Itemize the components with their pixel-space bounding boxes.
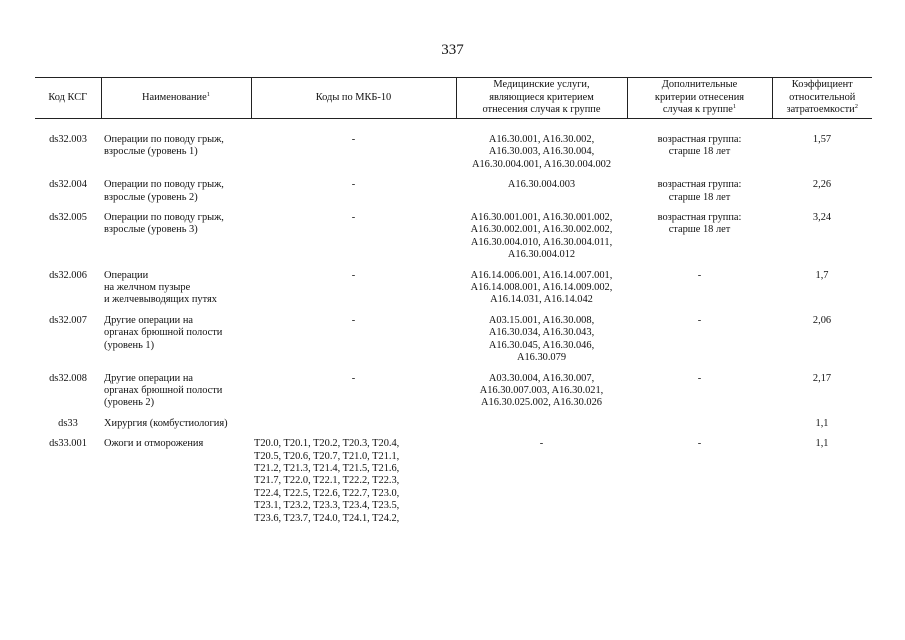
additional-criteria: - <box>697 314 702 326</box>
additional-criteria: возрастная группа: старше 18 лет <box>657 212 742 236</box>
cost-coefficient: 2,26 <box>812 179 832 191</box>
medical-services: A16.14.006.001, A16.14.007.001, A16.14.008.001, A16.14.009.002, A16.14.031, A16.14.042 <box>470 269 613 306</box>
ksg-name: Операции по поводу грыж, взрослые (уровень 1) <box>104 134 224 158</box>
cost-coefficient: 3,24 <box>812 212 832 224</box>
ksg-name: Другие операции на органах брюшной полости (уровень 2) <box>104 372 223 409</box>
additional-criteria: - <box>697 438 702 450</box>
ksg-name: Операции по поводу грыж, взрослые (уровень 2) <box>104 179 224 203</box>
ksg-name: Хирургия (комбустиология) <box>104 417 228 429</box>
footnote-mark: 1 <box>732 103 737 111</box>
mkb-codes: T20.0, T20.1, T20.2, T20.3, T20.4, T20.5, T20.6, T20.7, T21.0, T21.1, T21.2, T21.3, T21.4, T21.5, T21.6, T21.7, T22.0, T22.1, T22.2, T22.3, T22.4, T22.5, T22.6, T22.7, T23.0, T23.1, T23.2, T23.3, T23.4, T23.5, T23.6, T23.7, T24.0, T24.1, T24.2, <box>254 438 400 524</box>
footnote-mark: 1 <box>206 90 210 98</box>
ksg-name: Другие операции на органах брюшной полости (уровень 1) <box>104 314 223 351</box>
table-row <box>35 438 872 533</box>
medical-services: A03.15.001, A16.30.008, A16.30.034, A16.30.043, A16.30.045, A16.30.046, A16.30.079 <box>488 314 595 364</box>
mkb-codes: - <box>351 372 356 384</box>
cost-coefficient: 1,1 <box>815 438 829 450</box>
medical-services: A16.30.004.003 <box>507 179 576 191</box>
header-name: Наименование$^1$ <box>101 78 251 119</box>
ksg-code: ds32.006 <box>49 269 87 281</box>
ksg-code: ds32.004 <box>49 179 87 191</box>
medical-services: A03.30.004, A16.30.007, A16.30.007.003, A16.30.021, A16.30.025.002, A16.30.026 <box>479 372 604 409</box>
cost-coefficient: 2,06 <box>812 314 832 326</box>
ksg-code: ds33.001 <box>49 438 87 450</box>
page-number: 337 <box>441 42 464 58</box>
additional-criteria: - <box>697 269 702 281</box>
ksg-code: ds32.007 <box>49 314 87 326</box>
ksg-table <box>35 77 872 533</box>
cost-coefficient: 1,7 <box>815 269 829 281</box>
medical-services: - <box>539 438 544 450</box>
table-row <box>35 119 872 180</box>
ksg-name: Ожоги и отморожения <box>104 438 204 450</box>
additional-criteria: возрастная группа: старше 18 лет <box>657 179 742 203</box>
ksg-name: Операции на желчном пузыре и желчевыводящих путях <box>104 269 218 306</box>
medical-services: A16.30.001.001, A16.30.001.002, A16.30.002.001, A16.30.002.002, A16.30.004.010, A16.30.004.011, A16.30.004.012 <box>470 212 613 261</box>
additional-criteria: возрастная группа: старше 18 лет <box>657 134 742 158</box>
ksg-code: ds33 <box>58 417 78 429</box>
header-code: Код КСГ <box>35 78 101 119</box>
mkb-codes: - <box>351 134 356 145</box>
group-row <box>35 418 872 438</box>
ksg-code: ds32.008 <box>49 372 87 384</box>
additional-criteria: - <box>697 372 702 384</box>
table-row <box>35 212 872 270</box>
table-row <box>35 270 872 315</box>
mkb-codes: - <box>351 212 356 224</box>
table-body <box>35 119 872 533</box>
ksg-name: Операции по поводу грыж, взрослые (уровень 3) <box>104 212 224 236</box>
mkb-codes: - <box>351 179 356 191</box>
cost-coefficient: 2,17 <box>812 372 832 384</box>
footnote-mark: 2 <box>854 103 858 111</box>
ksg-code: ds32.005 <box>49 212 87 224</box>
header-services: Медицинские услуги, являющиеся критерием отнесения случая к группе <box>456 78 627 119</box>
table-row <box>35 179 872 212</box>
cost-coefficient: 1,57 <box>812 134 832 145</box>
mkb-codes: - <box>351 314 356 326</box>
cost-coefficient: 1,1 <box>815 417 829 429</box>
table-header-row <box>35 78 872 119</box>
table-row <box>35 373 872 418</box>
ksg-code: ds32.003 <box>49 134 87 145</box>
table-row <box>35 315 872 373</box>
header-criteria: Дополнительные критерии отнесения случая к группе$^1$ <box>627 78 772 119</box>
header-mkb: Коды по МКБ-10 <box>251 78 456 119</box>
medical-services: A16.30.001, A16.30.002, A16.30.003, A16.30.004, A16.30.004.001, A16.30.004.002 <box>471 134 612 170</box>
mkb-codes: - <box>351 269 356 281</box>
header-coef: Коэффициент относительной затратоемкости$^2$ <box>772 78 872 119</box>
